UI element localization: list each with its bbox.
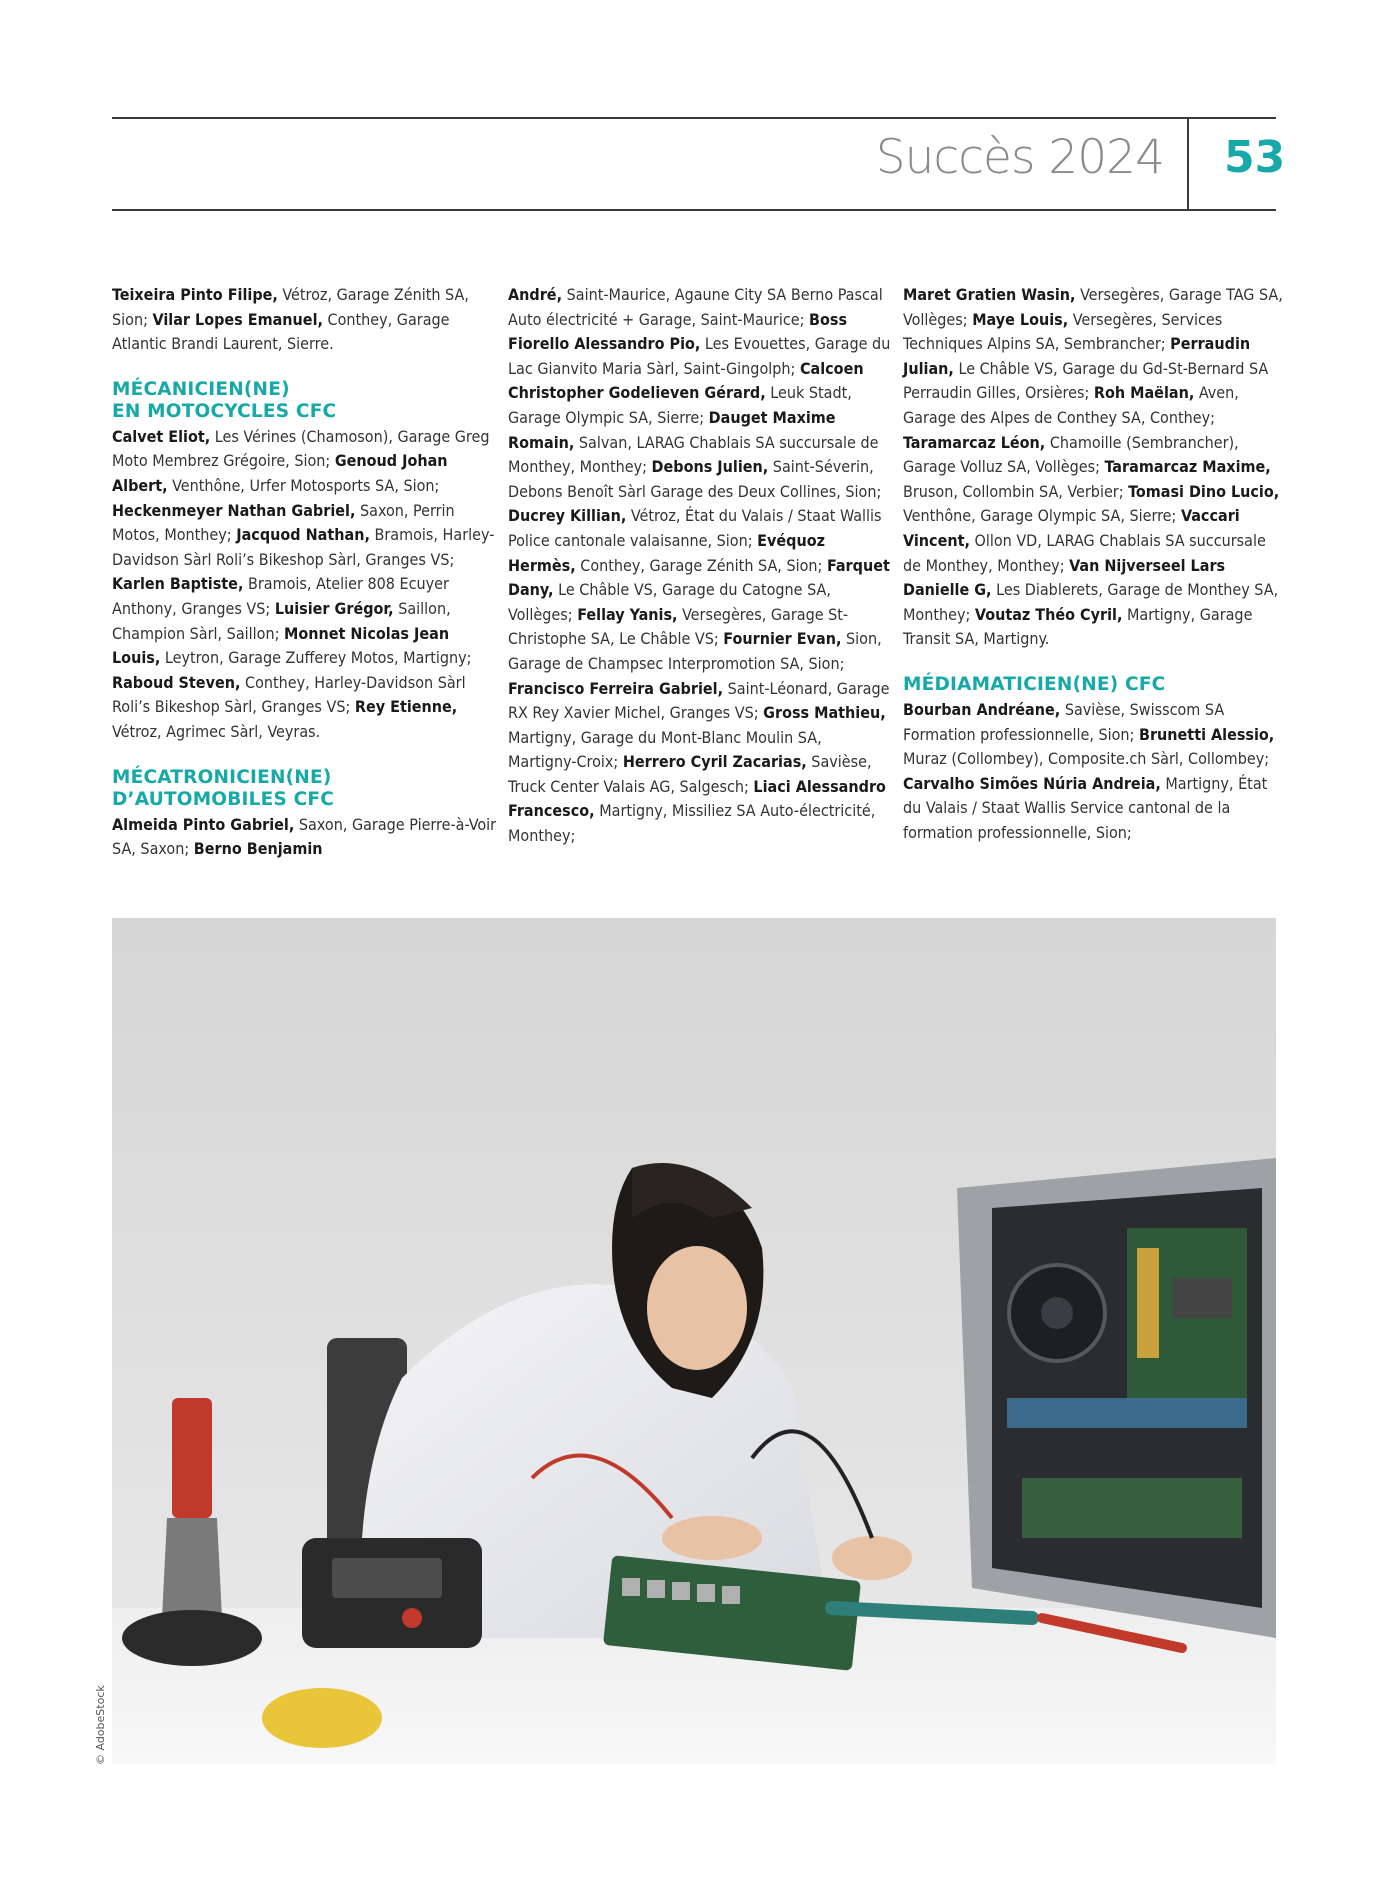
- section-heading: MÉCANICIEN(NE) EN MOTOCYCLES CFC: [112, 378, 337, 422]
- text-column-1: [112, 283, 497, 862]
- photo-technician-at-workbench: [112, 918, 1276, 1764]
- graduate-entries: Teixeira Pinto Filipe, Vétroz, Garage Zénith SA, Sion; Vilar Lopes Emanuel, Conthey, Garage Atlantic Brandi Laurent, Sierre.: [112, 285, 469, 354]
- header-divider: [1187, 117, 1189, 211]
- graduate-entries: Calvet Eliot, Les Vérines (Chamoson), Garage Greg Moto Membrez Grégoire, Sion; Genoud Johan Albert, Venthône, Urfer Motosports SA, Sion; Heckenmeyer Nathan Gabriel, Saxon, Perrin Motos, Monthey; Jacquod Nathan, Bramois, Harley-Davidson Sàrl Roli’s Bikeshop Sàrl, Granges VS; Karlen Baptiste, Bramois, Atelier 808 Ecuyer Anthony, Granges VS; Luisier Grégor, Saillon, Champion Sàrl, Saillon; Monnet Nicolas Jean Louis, Leytron, Garage Zufferey Motos, Martigny; Raboud Steven, Conthey, Harley-Davidson Sàrl Roli’s Bikeshop Sàrl, Granges VS; Rey Etienne, Vétroz, Agrimec Sàrl, Veyras.: [112, 426, 495, 741]
- section-heading: MÉDIAMATICIEN(NE) CFC: [903, 673, 1166, 695]
- photo-illustration: [112, 918, 1276, 1764]
- graduate-entries: Maret Gratien Wasin, Versegères, Garage TAG SA, Vollèges; Maye Louis, Versegères, Services Techniques Alpins SA, Sembrancher; Perraudin Julian, Le Châble VS, Garage du Gd-St-Bernard SA Perraudin Gilles, Orsières; Roh Maëlan, Aven, Garage des Alpes de Conthey SA, Conthey; Taramarcaz Léon, Chamoille (Sembrancher), Garage Volluz SA, Vollèges; Taramarcaz Maxime, Bruson, Collombin SA, Verbier; Tomasi Dino Lucio, Venthône, Garage Olympic SA, Sierre; Vaccari Vincent, Ollon VD, LARAG Chablais SA succursale de Monthey, Monthey; Van Nijverseel Lars Danielle G, Les Diablerets, Garage de Monthey SA, Monthey; Voutaz Théo Cyril, Martigny, Garage Transit SA, Martigny.: [903, 285, 1283, 649]
- header-top-rule: [112, 117, 1276, 119]
- photo-credit: © AdobeStock: [94, 1685, 107, 1765]
- graduate-entries: Bourban Andréane, Savièse, Swisscom SA Formation professionnelle, Sion; Brunetti Alessio, Muraz (Collombey), Composite.ch Sàrl, Collombey; Carvalho Simões Núria Andreia, Martigny, État du Valais / Staat Wallis Service cantonal de la formation professionnelle, Sion;: [903, 699, 1275, 842]
- text-column-2: [508, 283, 893, 849]
- page-title: Succès 2024: [875, 130, 1164, 185]
- text-column-3: [903, 283, 1288, 845]
- section-heading: MÉCATRONICIEN(NE) D’AUTOMOBILES CFC: [112, 766, 335, 810]
- page-number: 53: [1224, 132, 1286, 183]
- header-bottom-rule: [112, 209, 1276, 211]
- graduate-entries: André, Saint-Maurice, Agaune City SA Berno Pascal Auto électricité + Garage, Saint-Maurice; Boss Fiorello Alessandro Pio, Les Evouettes, Garage du Lac Gianvito Maria Sàrl, Saint-Gingolph; Calcoen Christopher Godelieven Gérard, Leuk Stadt, Garage Olympic SA, Sierre; Dauget Maxime Romain, Salvan, LARAG Chablais SA succursale de Monthey, Monthey; Debons Julien, Saint-Séverin, Debons Benoît Sàrl Garage des Deux Collines, Sion; Ducrey Killian, Vétroz, État du Valais / Staat Wallis Police cantonale valaisanne, Sion; Evéquoz Hermès, Conthey, Garage Zénith SA, Sion; Farquet Dany, Le Châble VS, Garage du Catogne SA, Vollèges; Fellay Yanis, Versegères, Garage St-Christophe SA, Le Châble VS; Fournier Evan, Sion, Garage de Champsec Interpromotion SA, Sion; Francisco Ferreira Gabriel, Saint-Léonard, Garage RX Rey Xavier Michel, Granges VS; Gross Mathieu, Martigny, Garage du Mont-Blanc Moulin SA, Martigny-Croix; Herrero Cyril Zacarias, Savièse, Truck Center Valais AG, Salgesch; Liaci Alessandro Francesco, Martigny, Missiliez SA Auto-électricité, Monthey;: [508, 285, 891, 846]
- graduate-entries: Almeida Pinto Gabriel, Saxon, Garage Pierre-à-Voir SA, Saxon; Berno Benjamin: [112, 814, 497, 859]
